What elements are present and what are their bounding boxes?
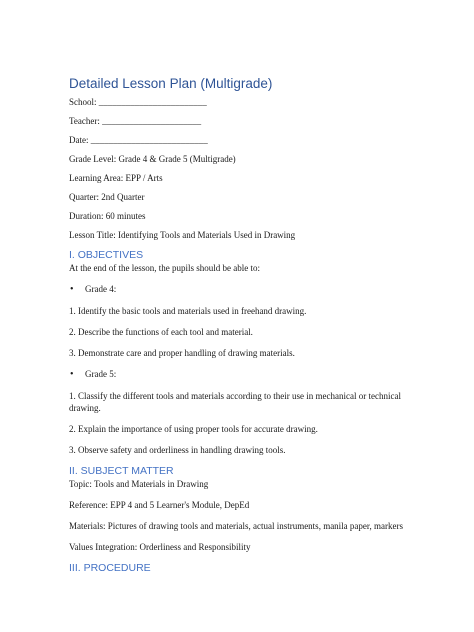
grade5-label: Grade 5:	[85, 369, 117, 379]
reference: Reference: EPP 4 and 5 Learner's Module, DepEd	[69, 500, 250, 510]
learning-area: Learning Area: EPP / Arts	[69, 173, 163, 183]
objectives-heading: I. OBJECTIVES	[69, 249, 144, 261]
date-field: Date: __________________________	[69, 135, 208, 145]
grade5-objective-1: 1. Classify the different tools and materials according to their use in mechanical or technical drawing.	[69, 391, 401, 413]
teacher-field: Teacher: ______________________	[69, 116, 202, 126]
objectives-intro: At the end of the lesson, the pupils should be able to:	[69, 263, 260, 273]
grade4-bullet	[69, 283, 429, 296]
grade4-label: Grade 4:	[85, 284, 117, 294]
grade4-objective-1: 1. Identify the basic tools and materials used in freehand drawing.	[69, 306, 307, 316]
grade5-objective-3: 3. Observe safety and orderliness in handling drawing tools.	[69, 445, 286, 455]
subject-matter-heading: II. SUBJECT MATTER	[69, 465, 174, 477]
values-integration: Values Integration: Orderliness and Responsibility	[69, 542, 251, 552]
topic: Topic: Tools and Materials in Drawing	[69, 479, 209, 489]
grade4-objective-3: 3. Demonstrate care and proper handling of drawing materials.	[69, 348, 295, 358]
bullet-icon: •	[70, 369, 74, 380]
grade5-objective-2: 2. Explain the importance of using proper tools for accurate drawing.	[69, 424, 318, 434]
quarter: Quarter: 2nd Quarter	[69, 192, 145, 202]
grade-level: Grade Level: Grade 4 & Grade 5 (Multigrade)	[69, 154, 236, 164]
materials: Materials: Pictures of drawing tools and materials, actual instruments, manila paper, markers	[69, 521, 404, 531]
lesson-title: Lesson Title: Identifying Tools and Materials Used in Drawing	[69, 230, 296, 240]
bullet-icon: •	[70, 284, 74, 295]
duration: Duration: 60 minutes	[69, 211, 146, 221]
document-title: Detailed Lesson Plan (Multigrade)	[69, 76, 273, 91]
document-content	[69, 76, 429, 575]
school-field: School: ________________________	[69, 97, 207, 107]
grade4-objective-2: 2. Describe the functions of each tool and material.	[69, 327, 253, 337]
procedure-heading: III. PROCEDURE	[69, 562, 151, 574]
grade5-bullet	[69, 368, 429, 381]
